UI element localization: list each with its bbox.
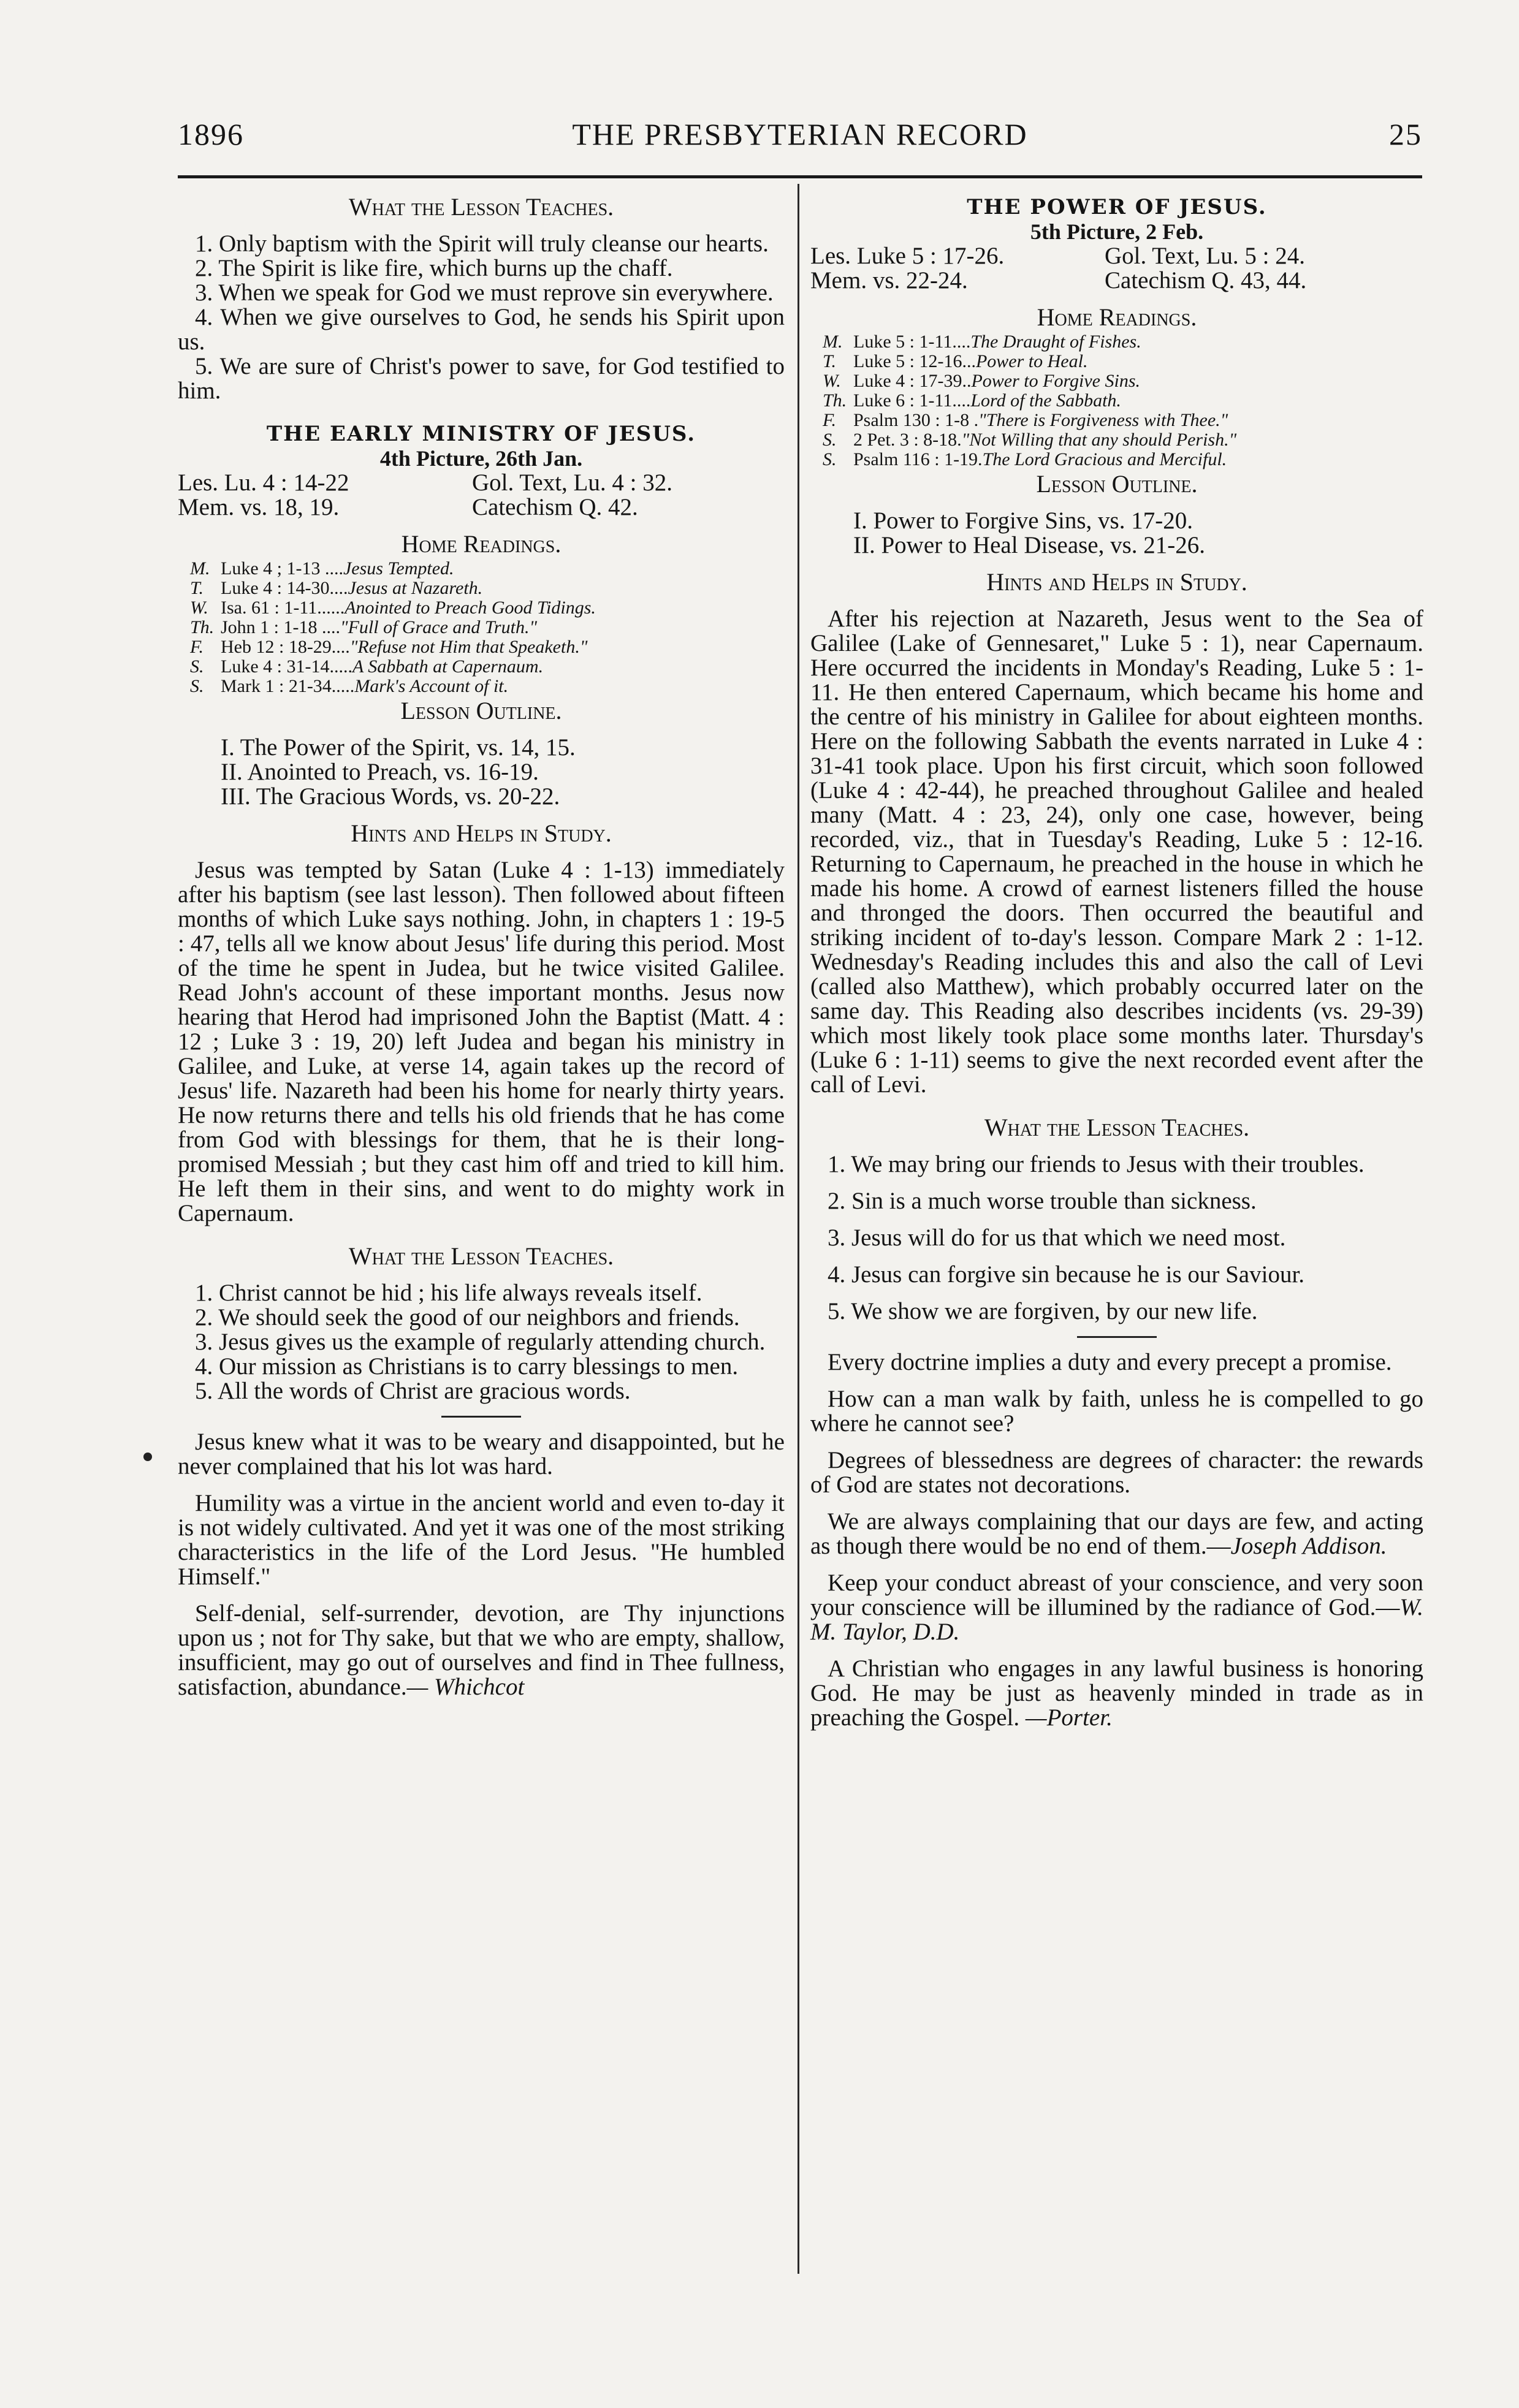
teaches-heading: What the Lesson Teaches. [984, 1114, 1250, 1141]
reading-ref: Luke 4 : 17-39.. [853, 371, 972, 391]
running-header [178, 116, 1422, 159]
home-readings [823, 332, 1423, 469]
reading-ref: Heb 12 : 18-29.... [221, 637, 350, 657]
essay-text: Self-denial, self-surrender, devotion, are Thy injunctions upon us ; not for Thy sake, but that we who are empty, shallow, insufficient, may go out of ourselves and find in Thee fullness, satisfaction, abundance. [178, 1600, 785, 1700]
reading-title: Lord of the Sabbath. [970, 390, 1121, 411]
reading-ref: Psalm 130 : 1-8 . [853, 410, 979, 430]
memory-verses: Mem. vs. 22-24. [810, 267, 968, 294]
section-rule [1077, 1336, 1157, 1338]
hints-heading: Hints and Helps in Study. [986, 568, 1247, 596]
header-year: 1896 [178, 117, 244, 151]
lesson-refs [178, 495, 785, 520]
reading-title: Power to Forgive Sins. [971, 371, 1140, 391]
reading-ref: Luke 6 : 1-11.... [853, 390, 971, 411]
journal-title: THE PRESBYTERIAN RECORD [572, 117, 1028, 151]
quote-text: Degrees of blessedness are degrees of character: the rewards of God are states not decorations. [810, 1447, 1423, 1498]
reading-row [190, 618, 785, 637]
reading-day: M. [823, 332, 843, 352]
reading-row [190, 637, 785, 657]
margin-dot [143, 1453, 152, 1461]
teaches-item: 3. Jesus will do for us that which we need most. [828, 1225, 1286, 1251]
catechism: Catechism Q. 43, 44. [1105, 267, 1307, 294]
reading-row [823, 332, 1423, 352]
reading-title: "Not Willing that any should Perish." [961, 430, 1237, 450]
outline-item: III. The Gracious Words, vs. 20-22. [221, 783, 560, 810]
reading-row [823, 371, 1423, 391]
outline-item: II. Anointed to Preach, vs. 16-19. [221, 759, 539, 785]
reading-title: Power to Heal. [975, 351, 1088, 371]
quote-author: Joseph Addison. [1230, 1533, 1387, 1559]
reading-ref: Psalm 116 : 1-19. [853, 449, 983, 469]
essay-author: — Whichcot [406, 1674, 525, 1700]
quote-paragraph [810, 1448, 1423, 1497]
quote-paragraph [810, 1571, 1423, 1644]
lesson-refs [810, 268, 1423, 293]
quote-paragraph [810, 1387, 1423, 1436]
home-readings-heading: Home Readings. [1037, 303, 1197, 331]
teaches-heading: What the Lesson Teaches. [348, 1242, 614, 1270]
teaches-item: 4. When we give ourselves to God, he sends his Spirit upon us. [178, 304, 785, 355]
golden-text: Gol. Text, Lu. 4 : 32. [472, 469, 672, 496]
reading-row [190, 579, 785, 598]
quote-text: A Christian who engages in any lawful business is honoring God. He may be just as heavenly minded in trade as in preaching the Gospel. [810, 1655, 1423, 1731]
reading-row [823, 352, 1423, 371]
quote-paragraph [810, 1657, 1423, 1730]
home-readings [190, 559, 785, 696]
reading-day: S. [190, 676, 204, 696]
reading-day: T. [823, 351, 836, 371]
teaches-item: 2. Sin is a much worse trouble than sickness. [828, 1188, 1257, 1214]
teaches-item: 4. Our mission as Christians is to carry blessings to men. [195, 1353, 739, 1380]
reading-day: W. [190, 598, 208, 618]
home-readings-heading: Home Readings. [401, 530, 562, 558]
reading-title: "Full of Grace and Truth." [340, 617, 538, 637]
memory-verses: Mem. vs. 18, 19. [178, 494, 340, 520]
lesson-picture: 4th Picture, 26th Jan. [379, 446, 583, 471]
essay-paragraph: Jesus knew what it was to be weary and disappointed, but he never complained that his lot was hard. [178, 1429, 785, 1479]
hints-paragraph: After his rejection at Nazareth, Jesus went to the Sea of Galilee (Lake of Gennesaret," Luke 5 : 1), near Capernaum. Here occurred the incidents in Monday's Reading, Luke 5 : 1-11. He then entered Capernaum, which became his home and the centre of his ministry in Galilee for about eighteen months. Here on the following Sabbath the events narrated in Luke 4 : 31-41 took place. Upon his first circuit, which soon followed (Luke 4 : 42-44), he preached throughout Galilee and healed many (Matt. 4 : 23, 24), only one case, however, being recorded, viz., that in Tuesday's Reading, Luke 5 : 12-16. Returning to Capernaum, he preached in the house in which he made his home. A crowd of earnest listeners filled the house and thronged the doors. Then occurred the beautiful and striking incident of to-day's lesson. Compare Mark 2 : 1-12. Wednesday's Reading includes this and also the call of Levi (called also Matthew), which probably occurred later on the same day. This Reading also describes incidents (vs. 29-39) which most likely took place some months later. Thursday's (Luke 6 : 1-11) seems to give the next recorded event after the call of Levi. [810, 606, 1423, 1098]
header-rule [178, 175, 1422, 178]
reading-row [823, 430, 1423, 450]
reading-ref: Luke 4 : 14-30.... [221, 578, 348, 598]
golden-text: Gol. Text, Lu. 5 : 24. [1105, 243, 1305, 269]
outline-heading: Lesson Outline. [1036, 470, 1198, 498]
reading-day: Th. [823, 390, 847, 411]
reading-ref: Luke 4 : 31-14..... [221, 656, 352, 677]
lesson-refs [810, 244, 1423, 268]
reading-title: The Draught of Fishes. [970, 332, 1141, 352]
reading-title: Jesus at Nazareth. [348, 578, 483, 598]
catechism: Catechism Q. 42. [472, 494, 638, 520]
teaches-item: 5. We show we are forgiven, by our new life. [828, 1298, 1258, 1324]
reading-title: Anointed to Preach Good Tidings. [345, 598, 596, 618]
lesson-title: THE EARLY MINISTRY OF JESUS. [266, 422, 696, 446]
left-column [178, 195, 785, 1700]
quote-text: How can a man walk by faith, unless he is compelled to go where he cannot see? [810, 1386, 1423, 1437]
lesson-outline [221, 735, 785, 809]
teaches-item: 4. Jesus can forgive sin because he is our Saviour. [828, 1261, 1305, 1288]
reading-day: Th. [190, 617, 215, 637]
reading-day: S. [190, 656, 204, 677]
quote-text: We are always complaining that our days are few, and acting as though there would be no end of them.— [810, 1508, 1423, 1559]
reading-title: A Sabbath at Capernaum. [352, 656, 544, 677]
teaches-item: 3. When we speak for God we must reprove sin everywhere. [195, 279, 774, 306]
lesson-title: THE POWER OF JESUS. [967, 195, 1267, 219]
section-rule [441, 1416, 521, 1418]
column-separator [798, 184, 799, 2274]
reading-title: "Refuse not Him that Speaketh." [349, 637, 588, 657]
reading-ref: 2 Pet. 3 : 8-18. [853, 430, 962, 450]
reading-ref: Luke 5 : 12-16... [853, 351, 976, 371]
teaches-item: 1. We may bring our friends to Jesus with their troubles. [828, 1151, 1365, 1177]
reading-title: The Lord Gracious and Merciful. [982, 449, 1227, 469]
reading-row [190, 677, 785, 696]
quote-text: Keep your conduct abreast of your conscience, and very soon your conscience will be illumined by the radiance of God.— [810, 1570, 1423, 1620]
teaches-heading: What the Lesson Teaches. [348, 193, 614, 221]
lesson-picture: 5th Picture, 2 Feb. [1030, 219, 1204, 244]
quote-paragraph [810, 1350, 1423, 1375]
reading-day: F. [823, 410, 836, 430]
lesson-outline [853, 509, 1423, 558]
reading-row [823, 411, 1423, 430]
reading-day: M. [190, 558, 210, 579]
hints-paragraph: Jesus was tempted by Satan (Luke 4 : 1-13) immediately after his baptism (see last lesson). Then followed about fifteen months of which Luke says nothing. John, in chapters 1 : 19-5 : 47, tells all we know about Jesus' life during this period. Most of the time he spent in Judea, but he twice visited Galilee. Read John's account of these important months. Jesus now hearing that Herod had imprisoned John the Baptist (Matt. 4 : 12 ; Luke 3 : 19, 20) left Judea and began his ministry in Galilee, and Luke, at verse 14, again takes up the record of Jesus' life. Nazareth had been his home for nearly thirty years. He now returns there and tells his old friends that he has come from God with blessings for them, that he is their long-promised Messiah ; but they cast him off and tried to kill him. He left them in their sins, and went to do mighty work in Capernaum. [178, 857, 785, 1226]
reading-day: T. [190, 578, 204, 598]
outline-item: I. Power to Forgive Sins, vs. 17-20. [853, 507, 1193, 534]
teaches-item: 5. All the words of Christ are gracious words. [195, 1378, 631, 1404]
reading-day: S. [823, 430, 837, 450]
reading-title: Mark's Account of it. [354, 676, 509, 696]
lesson-refs [178, 471, 785, 495]
reading-row [823, 450, 1423, 469]
lesson-ref: Les. Luke 5 : 17-26. [810, 243, 1005, 269]
teaches-item: 2. We should seek the good of our neighbors and friends. [195, 1304, 740, 1331]
reading-row [190, 598, 785, 618]
outline-item: II. Power to Heal Disease, vs. 21-26. [853, 532, 1206, 558]
essay-paragraph: Humility was a virtue in the ancient world and even to-day it is not widely cultivated. And yet it was one of the most striking characteristics in the life of the Lord Jesus. "He humbled Himself." [178, 1490, 785, 1590]
reading-day: W. [823, 371, 841, 391]
reading-row [190, 657, 785, 677]
quote-author: W. M. Taylor, D.D. [810, 1594, 1423, 1645]
quote-text: Every doctrine implies a duty and every precept a promise. [828, 1349, 1392, 1375]
page-number: 25 [1389, 117, 1422, 151]
reading-ref: John 1 : 1-18 .... [221, 617, 340, 637]
reading-ref: Mark 1 : 21-34..... [221, 676, 355, 696]
quote-paragraph [810, 1510, 1423, 1559]
quote-author: —Porter. [1025, 1704, 1113, 1731]
hints-heading: Hints and Helps in Study. [351, 819, 612, 847]
outline-item: I. The Power of the Spirit, vs. 14, 15. [221, 734, 576, 761]
reading-ref: Luke 4 ; 1-13 .... [221, 558, 343, 579]
reading-title: "There is Forgiveness with Thee." [978, 410, 1228, 430]
lesson-ref: Les. Lu. 4 : 14-22 [178, 469, 349, 496]
reading-ref: Isa. 61 : 1-11...... [221, 598, 345, 618]
essay-paragraph [178, 1601, 785, 1700]
teaches-item: 2. The Spirit is like fire, which burns up the chaff. [195, 255, 673, 281]
teaches-item: 5. We are sure of Christ's power to save, for God testified to him. [178, 353, 785, 404]
reading-day: F. [190, 637, 204, 657]
reading-title: Jesus Tempted. [343, 558, 454, 579]
teaches-item: 1. Christ cannot be hid ; his life always reveals itself. [195, 1280, 702, 1306]
reading-row [823, 391, 1423, 411]
right-column [810, 195, 1423, 1730]
teaches-item: 1. Only baptism with the Spirit will truly cleanse our hearts. [195, 230, 769, 257]
reading-day: S. [823, 449, 837, 469]
outline-heading: Lesson Outline. [400, 697, 562, 724]
reading-row [190, 559, 785, 579]
reading-ref: Luke 5 : 1-11.... [853, 332, 971, 352]
teaches-item: 3. Jesus gives us the example of regularly attending church. [195, 1329, 766, 1355]
